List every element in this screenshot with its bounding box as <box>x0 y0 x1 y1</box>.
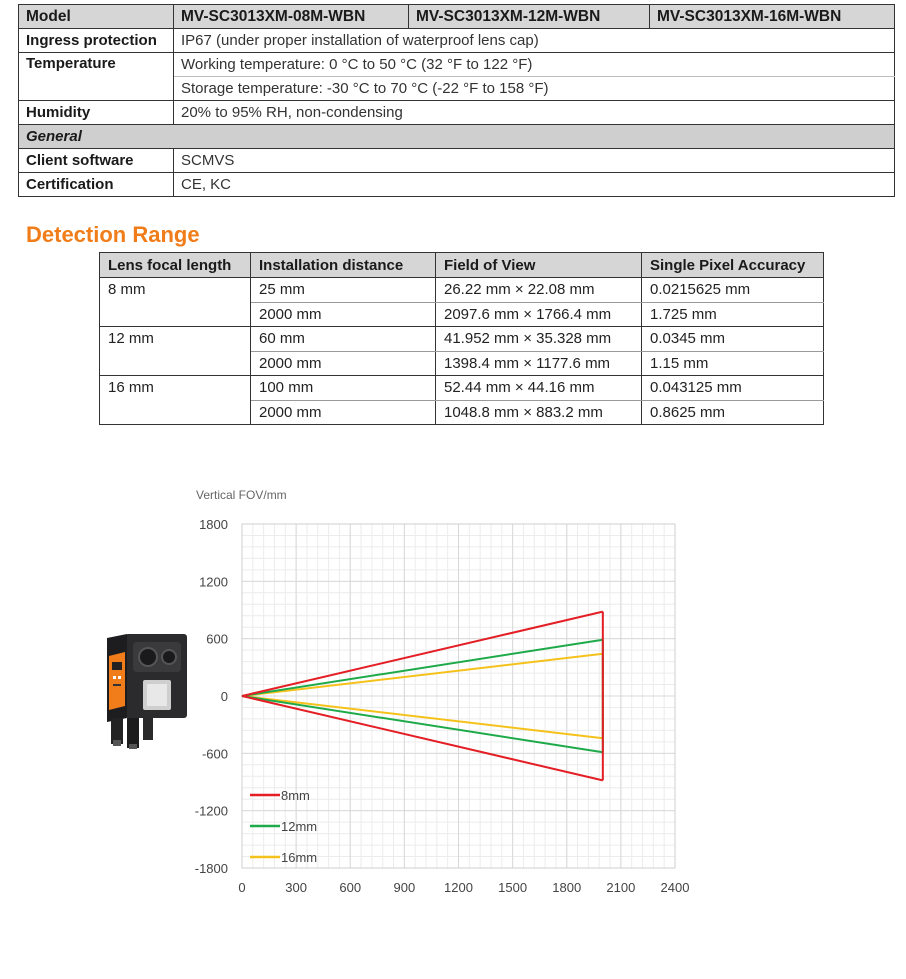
fov-cell: 26.22 mm × 22.08 mm <box>436 278 642 303</box>
fov-chart <box>0 480 720 905</box>
header-distance: Installation distance <box>251 253 436 278</box>
distance-cell: 2000 mm <box>251 302 436 327</box>
temperature-label: Temperature <box>19 53 174 101</box>
detection-range-title: Detection Range <box>26 222 200 247</box>
detection-header-row <box>100 253 824 278</box>
x-tick-label: 0 <box>238 880 246 895</box>
distance-cell: 100 mm <box>251 376 436 401</box>
x-tick-label: 900 <box>393 880 416 895</box>
x-tick-label: 2100 <box>606 880 636 895</box>
y-tick-label: -1800 <box>194 861 228 876</box>
table-row <box>100 376 824 401</box>
legend-label-16mm: 16mm <box>281 850 318 865</box>
temperature-row <box>19 53 895 77</box>
working-temperature: Working temperature: 0 °C to 50 °C (32 °F to 122 °F) <box>174 53 895 77</box>
accuracy-cell: 0.0215625 mm <box>642 278 824 303</box>
x-tick-label: 600 <box>339 880 362 895</box>
distance-cell: 2000 mm <box>251 400 436 425</box>
fov-cell: 1398.4 mm × 1177.6 mm <box>436 351 642 376</box>
model-label: Model <box>19 5 174 29</box>
y-ticks <box>195 517 228 876</box>
client-label: Client software <box>19 149 174 173</box>
ingress-row <box>19 29 895 53</box>
model-16m: MV-SC3013XM-16M-WBN <box>650 5 895 29</box>
distance-cell: 60 mm <box>251 327 436 352</box>
x-tick-label: 300 <box>285 880 307 895</box>
x-tick-label: 2400 <box>660 880 690 895</box>
humidity-value: 20% to 95% RH, non-condensing <box>174 101 895 125</box>
x-tick-label: 1800 <box>552 880 582 895</box>
spec-header-row <box>19 5 895 29</box>
accuracy-cell: 1.725 mm <box>642 302 824 327</box>
legend-label-8mm: 8mm <box>281 788 310 803</box>
fov-cell: 52.44 mm × 44.16 mm <box>436 376 642 401</box>
header-focal: Lens focal length <box>100 253 251 278</box>
legend-label-12mm: 12mm <box>281 819 318 834</box>
ingress-label: Ingress protection <box>19 29 174 53</box>
x-tick-label: 1500 <box>498 880 528 895</box>
ingress-value: IP67 (under proper installation of waterproof lens cap) <box>174 29 895 53</box>
general-section-row <box>19 125 895 149</box>
detection-table <box>99 252 824 425</box>
accuracy-cell: 0.043125 mm <box>642 376 824 401</box>
header-accuracy: Single Pixel Accuracy <box>642 253 824 278</box>
table-row <box>100 278 824 303</box>
humidity-row <box>19 101 895 125</box>
model-08m: MV-SC3013XM-08M-WBN <box>174 5 409 29</box>
fov-cell: 2097.6 mm × 1766.4 mm <box>436 302 642 327</box>
y-tick-label: -600 <box>201 746 228 762</box>
client-value: SCMVS <box>174 149 895 173</box>
fov-cell: 1048.8 mm × 883.2 mm <box>436 400 642 425</box>
storage-temperature: Storage temperature: -30 °C to 70 °C (-22 °F to 158 °F) <box>174 77 895 101</box>
y-tick-label: -1200 <box>194 803 228 819</box>
certification-value: CE, KC <box>174 173 895 197</box>
humidity-label: Humidity <box>19 101 174 125</box>
y-tick-label: 1800 <box>199 517 228 532</box>
y-tick-label: 600 <box>206 631 228 647</box>
header-fov: Field of View <box>436 253 642 278</box>
model-12m: MV-SC3013XM-12M-WBN <box>409 5 650 29</box>
fov-cell: 41.952 mm × 35.328 mm <box>436 327 642 352</box>
spec-table <box>18 4 895 197</box>
x-tick-label: 1200 <box>444 880 473 895</box>
focal-16mm: 16 mm <box>100 376 251 425</box>
accuracy-cell: 0.8625 mm <box>642 400 824 425</box>
focal-12mm: 12 mm <box>100 327 251 376</box>
y-tick-label: 1200 <box>199 574 228 590</box>
client-row <box>19 149 895 173</box>
distance-cell: 25 mm <box>251 278 436 303</box>
certification-row <box>19 173 895 197</box>
table-row <box>100 327 824 352</box>
accuracy-cell: 1.15 mm <box>642 351 824 376</box>
general-section-label: General <box>19 125 895 149</box>
y-axis-label: Vertical FOV/mm <box>196 488 287 502</box>
distance-cell: 2000 mm <box>251 351 436 376</box>
focal-8mm: 8 mm <box>100 278 251 327</box>
accuracy-cell: 0.0345 mm <box>642 327 824 352</box>
y-tick-label: 0 <box>220 689 228 704</box>
x-ticks <box>238 880 689 895</box>
certification-label: Certification <box>19 173 174 197</box>
